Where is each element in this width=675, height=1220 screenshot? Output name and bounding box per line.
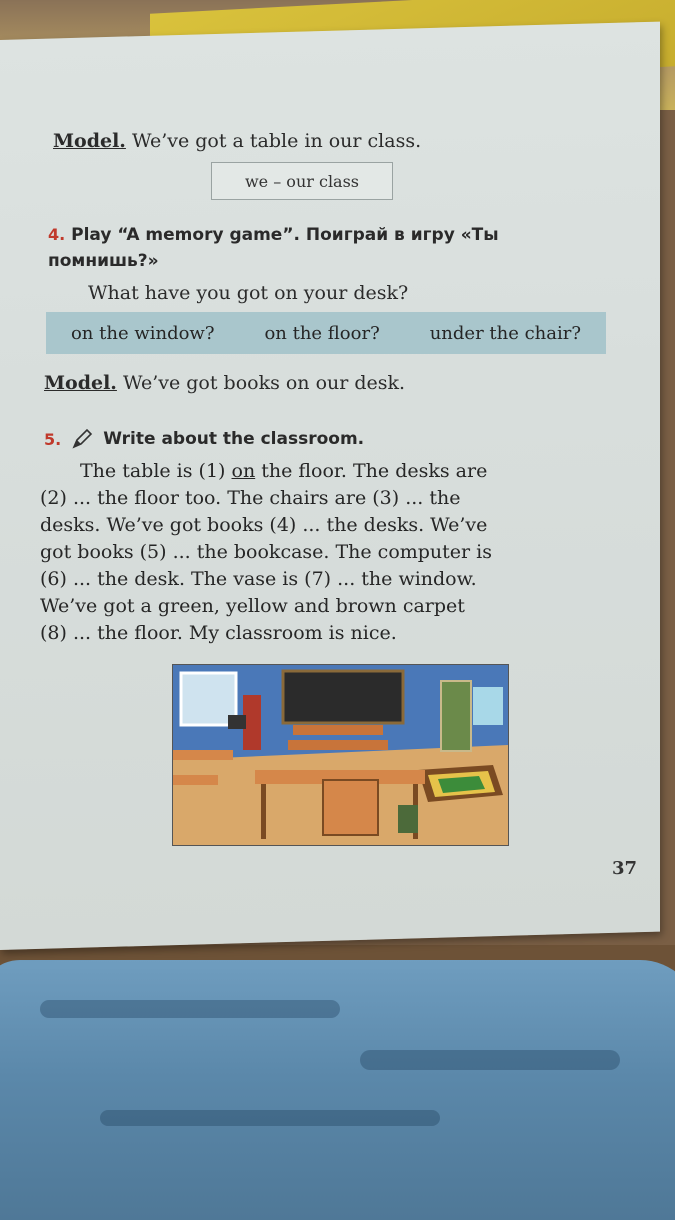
options-band: [46, 312, 606, 354]
text-line: (6) ... the desk. The vase is (7) ... the window.: [40, 568, 477, 590]
model-text: We’ve got a table in our class.: [131, 130, 422, 152]
model-line-top: [53, 130, 421, 152]
page-number: 37: [612, 858, 638, 879]
blue-cloth: [0, 960, 675, 1220]
exercise-number: 4.: [48, 225, 66, 244]
model-label: Model.: [44, 372, 117, 394]
filled-answer: on: [231, 460, 256, 482]
exercise-4-heading: [48, 222, 608, 274]
model-text: We’ve got books on our desk.: [122, 372, 406, 394]
exercise-5-text: [40, 458, 620, 647]
model-line-4: [44, 372, 405, 394]
hint-box: we – our class: [211, 162, 393, 200]
option-window: on the window?: [70, 322, 215, 344]
text-line: (8) ... the floor. My classroom is nice.: [40, 622, 397, 644]
cloth-fold: [40, 1000, 340, 1018]
text-segment: the floor. The desks are: [255, 460, 488, 482]
text-line: [40, 458, 620, 485]
option-chair: under the chair?: [429, 322, 582, 344]
text-segment: The table is (1): [80, 460, 232, 482]
text-line: desks. We’ve got books (4) ... the desks. We’ve: [40, 514, 488, 536]
text-segment: (2): [40, 487, 73, 509]
cloth-fold: [360, 1050, 620, 1070]
text-segment: ... the floor too. The chairs are (3) ... the: [72, 487, 461, 509]
cloth-fold: [100, 1110, 440, 1126]
text-line: [40, 485, 620, 512]
exercise-instruction: Play “A memory game”. Поиграй в игру «Ты помнишь?»: [48, 225, 499, 271]
text-line: We’ve got a green, yellow and brown carpet: [40, 595, 465, 617]
model-label: Model.: [53, 130, 126, 152]
exercise-4-question: What have you got on your desk?: [88, 282, 409, 304]
exercise-5-heading: [44, 428, 364, 450]
pencil-icon: [71, 428, 93, 450]
option-floor: on the floor?: [264, 322, 380, 344]
text-line: got books (5) ... the bookcase. The computer is: [40, 541, 493, 563]
classroom-illustration: [172, 664, 509, 846]
exercise-number: 5.: [44, 429, 62, 449]
exercise-instruction: Write about the classroom.: [103, 429, 365, 449]
